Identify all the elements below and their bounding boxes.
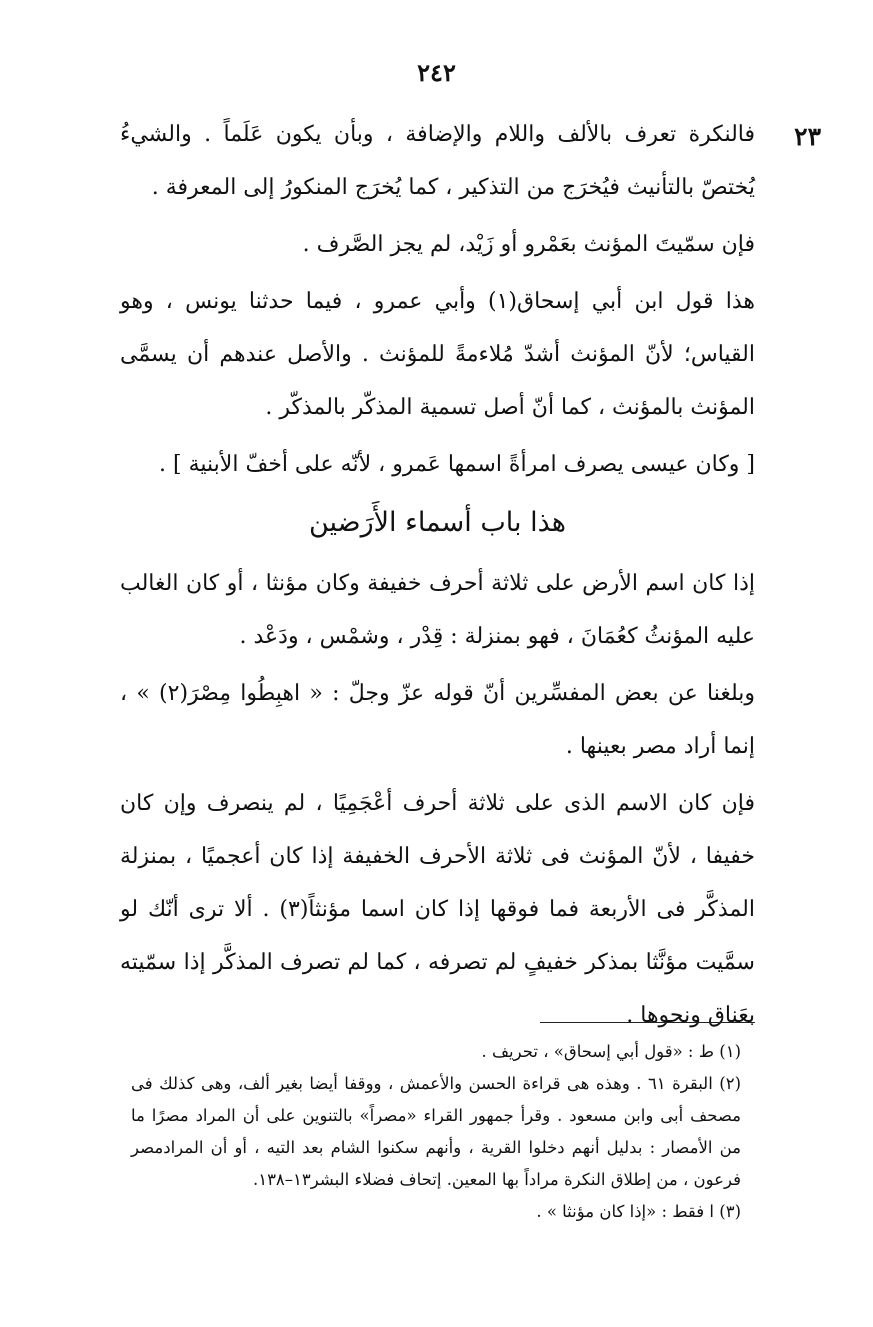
paragraph: [ وكان عيسى يصرف امرأةً اسمها عَمرو ، لأنّه على أخفّ الأبنية ] .	[159, 452, 755, 477]
footnote: (٢) البقرة ٦١ . وهذه هى قراءة الحسن والأعمش ، ووقفا أيضا بغير ألف، وهى كذلك فى مصحف أبى وابن مسعود . وقرأ جمهور القراء «مصراً» بالتنوين على أن المراد مصرًا ما من الأمصار : بدليل أنهم دخلوا القرية ، وأنهم سكنوا الشام بعد التيه ، أو أن المرادمصر فرعون ، من إطلاق النكرة مراداً بها المعين. إتحاف فضلاء البشر١٣–١٣٨.	[131, 1074, 741, 1189]
paragraph: إذا كان اسم الأرض على ثلاثة أحرف خفيفة وكان مؤنثا ، أو كان الغالب عليه المؤنثُ كعُمَانَ ، فهو بمنزلة : قِدْر ، وشمْس ، ودَعْد .	[120, 571, 755, 649]
paragraph: فإن كان الاسم الذى على ثلاثة أحرف أعْجَمِيًا ، لم ينصرف وإن كان خفيفا ، لأنّ المؤنث فى ثلاثة الأحرف الخفيفة إذا كان أعجميًا ، بمنزلة المذكَّر فى الأربعة فما فوقها إذا كان اسما مؤنثاً(٣) . ألا ترى أنّك لو سمَّيت مؤنَّثا بمذكر خفيفٍ لم تصرفه ، كما لم تصرف المذكَّر إذا سمّيته بعَناق ونحوها .	[120, 791, 755, 1028]
main-text	[120, 108, 755, 1046]
section-heading: هذا باب أسماء الأَرَضين	[308, 507, 567, 538]
paragraph: هذا قول ابن أبي إسحاق(١) وأبي عمرو ، فيما حدثنا يونس ، وهو القياس؛ لأنّ المؤنث أشدّ مُلاءمةً للمؤنث . والأصل عندهم أن يسمَّى المؤنث بالمؤنث ، كما أنّ أصل تسمية المذكّر بالمذكّر .	[120, 289, 755, 420]
footnote-divider	[540, 1022, 755, 1023]
footnote: (١) ط : «قول أبي إسحاق» ، تحريف .	[481, 1042, 741, 1061]
footnote: (٣) ا فقط : «إذا كان مؤنثا » .	[536, 1202, 741, 1221]
paragraph: فإن سمّيتَ المؤنث بعَمْرو أو زَيْد، لم يجز الصَّرف .	[302, 232, 755, 257]
footnotes	[131, 1036, 741, 1228]
margin-marker: ٢٣	[794, 122, 821, 151]
paragraph: وبلغنا عن بعض المفسِّرين أنّ قوله عزّ وجلّ : « اهبِطُوا مِصْرَ(٢) » ، إنما أراد مصر بعينها .	[120, 681, 755, 759]
paragraph: فالنكرة تعرف بالألف واللام والإضافة ، وبأن يكون عَلَماً . والشيءُ يُختصّ بالتأنيث فيُخرَج من التذكير ، كما يُخرَج المنكورُ إلى المعرفة .	[120, 122, 755, 200]
page-number: ٢٤٢	[417, 58, 456, 87]
